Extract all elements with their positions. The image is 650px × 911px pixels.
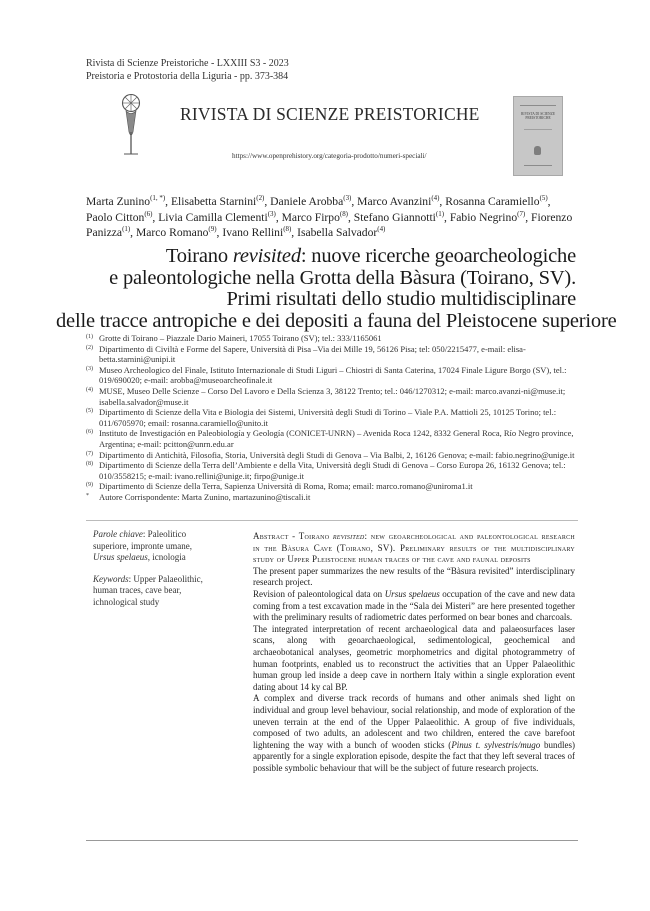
author: Livia Camilla Clementi$^{(3)}$, bbox=[158, 209, 282, 224]
affiliation-item: (3) Museo Archeologico del Finale, Istituto Internazionale di Studi Liguri – Chiostri di Santa Caterina, 17024 Finale Ligure Borgo (SV), tel.: 019/690020; e-mail: arobba@museoarcheofinale.it bbox=[86, 364, 567, 386]
cover-rule-bottom bbox=[524, 165, 552, 166]
affiliation-item: (4) MUSE, Museo Delle Scienze – Corso Del Lavoro e Della Scienza 3, 38122 Trento; tel.: 046/1270312; e-mail: marco.avanzi-ni@muse.it; isabella.salvador@muse.it bbox=[86, 385, 566, 407]
footer-divider bbox=[86, 840, 578, 841]
author: Marco Avanzini$^{(4)}$, bbox=[357, 194, 446, 208]
abstract-paragraph: The integrated interpretation of recent archaeological data and palaeosurfaces laser scans, along with geoarchaeological, sedimentological, geochemical and archaeobotanical analyses, geometric morphometrics and digital photogrammetry of human footprints, enabled us to reconstruct the activities that an Upper Palaeolithic human group led inside a deep cave in northern Italy within a single exploration event dating about 14 ky cal BP. bbox=[253, 623, 575, 692]
cover-rule-middle bbox=[524, 129, 552, 130]
affiliation-item: (2) Dipartimento di Civiltà e Forme del Sapere, Università di Pisa –Via dei Mille 19, 56126 Pisa; tel: 050/2215477, e-mail: elisa-betta.starnini@unipi.it bbox=[86, 343, 526, 365]
affiliation-item: (1) Grotte di Toirano – Piazzale Dario Maineri, 17055 Toirano (SV); tel.: 333/1165061 bbox=[86, 333, 382, 343]
cover-rule-top bbox=[520, 105, 556, 106]
title-line: e paleontologiche nella Grotta della Bàsura (Toirano, SV). bbox=[109, 266, 576, 289]
keywords-column bbox=[93, 529, 211, 619]
affiliation-item: (6) Instituto de Investigación en Paleobiología y Geología (CONICET-UNRN) – Avenida Roca 1242, 8332 General Roca, Río Negro province, Argentina; e-mail: pcitton@unrn.edu.ar bbox=[86, 428, 574, 449]
author: Ivano Rellini$^{(8)}$, bbox=[222, 225, 298, 240]
author: Marco Romano$^{(9)}$, bbox=[135, 225, 223, 240]
affiliation-item: (7) Dipartimento di Antichità, Filosofia, Storia, Università degli Studi di Genova – Via Balbi, 2, 16126 Genova; e-mail: fabio.negrino@unige.it bbox=[86, 449, 575, 460]
keywords-english: Keywords: Upper Palaeolithic, human traces, cave bear, ichnological study bbox=[93, 573, 203, 607]
journal-logo-icon bbox=[113, 92, 149, 160]
affiliation-item: (8) Dipartimento di Scienze della Terra dell’Ambiente e della Vita, Università degli Studi di Genova – Corso Europa 26, 16132 Genova; tel.: 010/3558215; e-mail: ivano.rellini@unige.it; firpo@unige.it bbox=[86, 460, 566, 481]
author: Marco Firpo$^{(8)}$, bbox=[281, 209, 354, 224]
author: Stefano Giannotti$^{(1)}$, bbox=[353, 209, 450, 224]
author: Fabio Negrino$^{(7)}$, bbox=[449, 209, 532, 224]
corresponding-author: * Autore Corrispondente: Marta Zunino, martazunino@tiscali.it bbox=[86, 491, 311, 502]
abstract-paragraph: Revision of paleontological data on Ursus spelaeus occupation of the cave and new data coming from a test excavation made in the “Sala dei Misteri” are here presented together with the preliminary results of radiometric dates performed on bear bones and charcoals. bbox=[253, 588, 575, 623]
journal-header bbox=[86, 57, 289, 83]
abstract-heading: Abstract - Toirano revisited: new geoarcheological and paleontological research in the Bàsura Cave (Toirano, SV). Preliminary results of the multidisciplinary study of Upper Pleistocene human traces of the cave and faunal deposits bbox=[253, 531, 575, 565]
author: Paolo Citton$^{(6)}$, bbox=[86, 209, 159, 224]
abstract bbox=[253, 531, 575, 774]
journal-cover-thumbnail bbox=[513, 96, 563, 176]
author: Isabella Salvador$^{(4)}$ bbox=[297, 225, 386, 240]
affiliation-item: (9) Dipartimento di Scienze della Terra, Sapienza Università di Roma, Roma; email: marco.romano@uniroma1.it bbox=[86, 481, 473, 492]
section-divider bbox=[86, 520, 578, 521]
affiliation-item: (5) Dipartimento di Scienze della Vita e Biologia dei Sistemi, Università degli Studi di Torino – Viale P.A. Mattioli 25, 10125 Torino; tel.: 011/6705970; email: rosanna.caramiello@unito.it bbox=[86, 407, 557, 428]
title-line: Primi risultati dello studio multidisciplinare bbox=[226, 288, 576, 310]
abstract-paragraph: The present paper summarizes the new results of the “Bàsura revisited” interdisciplinary research project. bbox=[253, 565, 575, 588]
abstract-paragraph: A complex and diverse track records of humans and other animals shed light on individual and group level behaviour, social relationship, and mode of exploration of the uneven terrain at the end of the Upper Palaeolithic. A group of five individuals, composed of two adults, an adolescent and two children, entered the cave barefoot lightening the way with a bunch of wooden sticks (Pinus t. sylvestris/mugo bundles) apparently for a single exploration episode, despite the fact that they left several traces of possible symbolic behaviour that will be the subject of future research projects. bbox=[253, 693, 576, 773]
article-title bbox=[56, 245, 617, 332]
author: Fiorenzo Panizza$^{(1)}$, bbox=[86, 210, 573, 240]
journal-issue: Rivista di Scienze Preistoriche - LXXIII S3 - 2023 bbox=[86, 58, 289, 69]
author: Rosanna Caramiello$^{(5)}$, bbox=[445, 194, 551, 208]
affiliation-list bbox=[86, 333, 578, 503]
keywords-italian: Parole chiave: Paleolitico superiore, impronte umane, Ursus spelaeus, icnologia bbox=[93, 529, 192, 563]
author-list bbox=[86, 194, 576, 241]
title-line: delle tracce antropiche e dei depositi a fauna del Pleistocene superiore bbox=[56, 309, 617, 332]
journal-masthead-title: RIVISTA DI SCIENZE PREISTORICHE bbox=[180, 104, 480, 124]
cover-emblem-icon bbox=[534, 146, 541, 155]
title-line: Toirano revisited: nuove ricerche geoarcheologiche bbox=[165, 245, 576, 267]
author: Daniele Arobba$^{(3)}$, bbox=[270, 194, 358, 208]
journal-url-link[interactable]: https://www.openprehistory.org/categoria-prodotto/numeri-speciali/ bbox=[232, 152, 427, 160]
author: Elisabetta Starnini$^{(2)}$, bbox=[170, 194, 271, 208]
journal-section: Preistoria e Protostoria della Liguria - pp. 373-384 bbox=[86, 71, 289, 82]
cover-title: RIVISTA DI SCIENZE PREISTORICHE bbox=[520, 112, 556, 121]
author: Marta Zunino$^{(1, *)}$, bbox=[86, 194, 171, 208]
